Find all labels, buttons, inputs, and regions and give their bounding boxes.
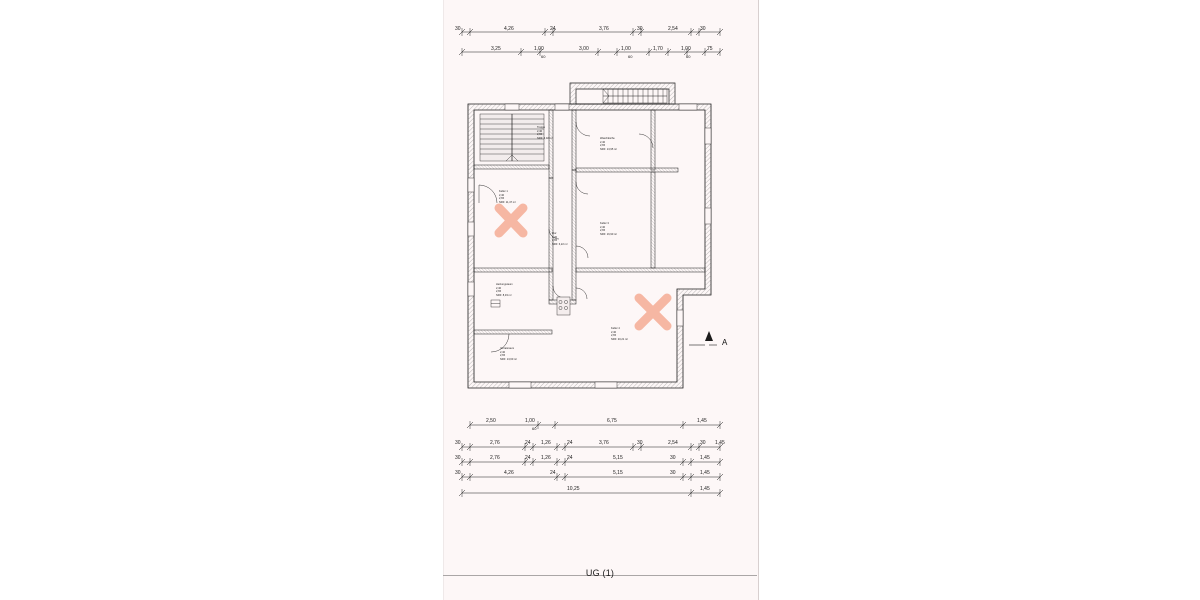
section-marker-a [689,331,717,345]
room-detail: 2,65 [537,133,543,136]
room-detail: 2,40 [500,350,506,354]
dim-text: 1,70 [653,46,663,52]
dim-text: 2,76 [490,455,500,461]
dim-text: 1,00 [525,418,535,424]
dim-text: 30 [700,26,706,32]
dim-text: 1,26 [541,455,551,461]
dim-text: 2,54 [668,26,678,32]
room-name: Flur [552,232,557,235]
section-marker-label: A [722,338,728,347]
room-name: Keller 4 [611,327,620,330]
dim-text: 1,00 [621,46,631,52]
room-detail: 2,65 [600,144,606,147]
room-detail: 2,65 [552,239,558,242]
dim-text: 4,26 [504,470,514,476]
dim-text: 2,50 [486,418,496,424]
room-name: Heizungsraum [496,283,513,286]
dim-text: 30 [637,26,643,32]
dim-text: 30 [637,440,643,446]
dim-text: 1,45 [700,455,710,461]
dim-text: 1,00 [534,46,544,52]
dim-text: 3,00 [579,46,589,52]
marker-annotation [499,208,667,326]
dim-text: 30 [670,470,676,476]
dim-text: 24 [550,26,556,32]
floor-plan-drawing [443,0,757,600]
room-name: Vorratsraum [500,347,515,350]
dim-text: 2,76 [490,440,500,446]
dim-text: 3,76 [599,440,609,446]
room-detail: NRF: 20,21 m² [611,337,629,341]
dim-text: 30 [700,440,706,446]
room-detail: 2,40 [552,235,558,239]
dim-text: 30 [455,26,461,32]
dim-text: 60 [628,54,633,59]
dim-text: 30 [455,440,461,446]
dim-text: 5,15 [613,455,623,461]
dim-text: 60 [541,54,546,59]
dim-text: 24 [525,455,531,461]
room-detail: 2,65 [496,290,502,293]
dim-text: 6,75 [607,418,617,424]
dim-text: 24 [567,455,573,461]
dim-text: 5,15 [613,470,623,476]
room-detail: NRF: 13,60 m² [500,357,518,361]
dim-text: 3,76 [599,26,609,32]
room-name: Waschküche [600,137,615,140]
dim-text: 1,45 [697,418,707,424]
room-detail: 2,65 [499,197,505,200]
dim-text: 30 [670,455,676,461]
dim-text: 1,00 [681,46,691,52]
dim-text: 1,45 [700,470,710,476]
room-detail: 2,65 [600,229,606,232]
dim-text: 24 [550,470,556,476]
dim-text: 75 [707,46,713,52]
dim-text: 30 [455,470,461,476]
dim-text: 30 [455,455,461,461]
room-detail: NRF: 6,22 m² [552,242,568,246]
room-name: Keller 1 [499,190,508,193]
dim-text: 24 [567,440,573,446]
room-detail: NRF: 11,47 m² [499,200,516,204]
dim-text: 24 [525,440,531,446]
room-detail: NRF: 3,02 m² [537,136,553,140]
room-detail: 2,65 [611,334,617,337]
room-detail: 2,40 [499,193,505,197]
room-detail: 2,40 [496,286,502,290]
dim-text: 60 [532,426,537,431]
room-detail: 2,40 [537,129,543,133]
room-detail: NRF: 13,95 m² [600,147,618,151]
room-detail: NRF: 8,33 m² [496,293,512,297]
room-name: Keller 3 [600,222,609,225]
dim-text: 3,25 [491,46,501,52]
dim-text: 10,25 [567,486,580,492]
room-detail: 2,40 [611,330,617,334]
dim-text: 1,26 [541,440,551,446]
room-detail: 2,40 [600,140,606,144]
dim-text: 4,26 [504,26,514,32]
room-name: Treppe [537,126,546,129]
dim-text: 2,54 [668,440,678,446]
room-detail: 2,65 [500,354,506,357]
dim-text: 60 [686,54,691,59]
room-detail: NRF: 16,90 m² [600,232,618,236]
dim-text: 1,45 [700,486,710,492]
room-detail: 2,40 [600,225,606,229]
sheet-title: UG (1) [585,568,615,578]
dim-text: 1,45 [715,440,725,446]
